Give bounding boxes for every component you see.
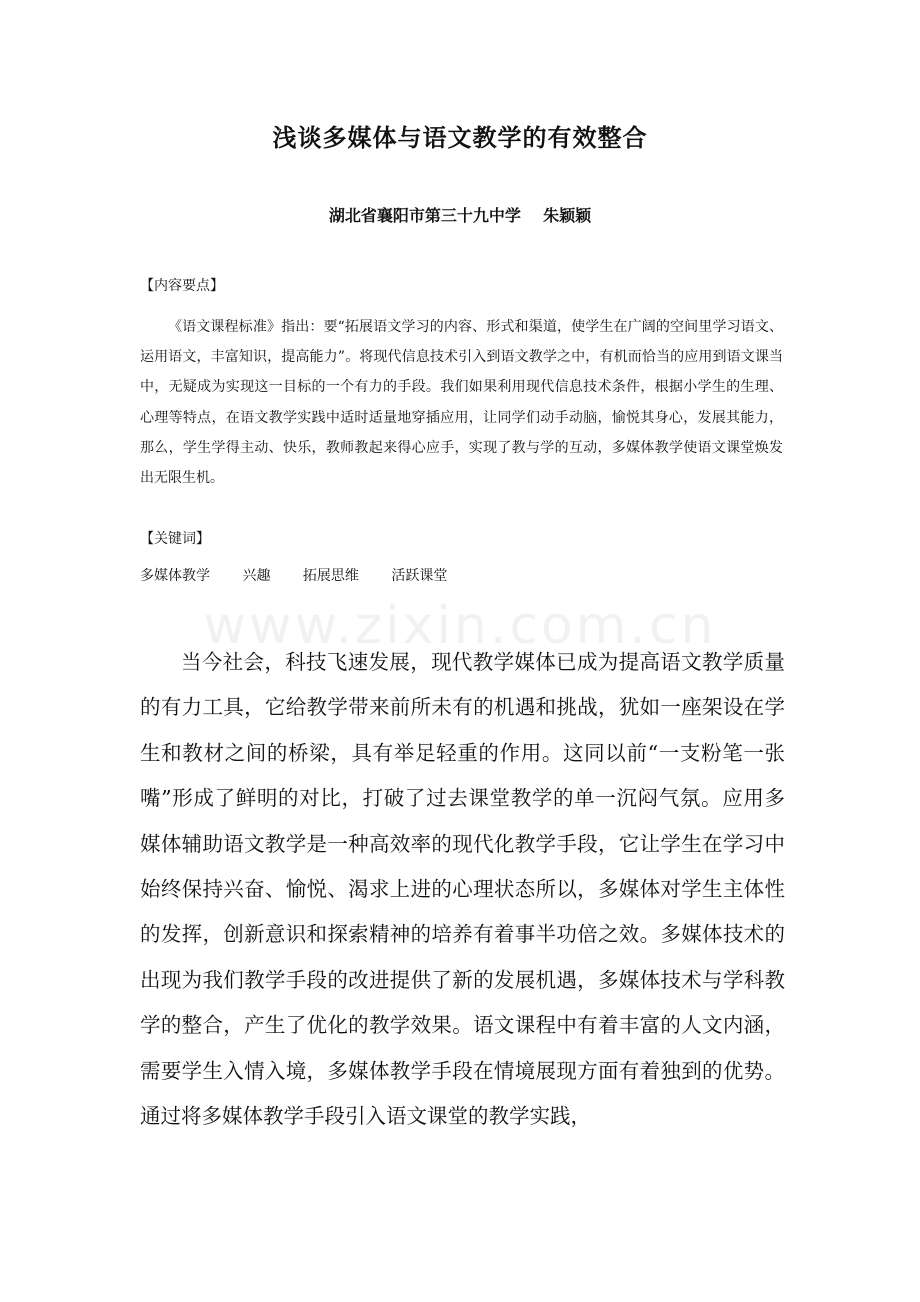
keyword-item: 拓展思维: [302, 568, 359, 584]
author-line: 湖北省襄阳市第三十九中学 朱颖颖: [328, 206, 592, 225]
keyword-item: 兴趣: [242, 568, 271, 584]
watermark: www.zixin.com.cn: [203, 596, 717, 656]
keyword-item: 多媒体教学: [140, 568, 210, 584]
summary-text: 《语文课程标准》指出：要“拓展语文学习的内容、形式和渠道，使学生在广阔的空间里学习语文、运用语文，丰富知识，提高能力”。将现代信息技术引入到语文教学之中，有机而恰当的应用到语文课当中，无疑成为实现这一目标的一个有力的手段。我们如果利用现代信息技术条件，根据小学生的生理、心理等特点，在语文教学实践中适时适量地穿插应用，让同学们动手动脑，愉悦其身心，发展其能力，那么，学生学得主动、快乐，教师教起来得心应手，实现了教与学的互动，多媒体教学使语文课堂焕发出无限生机。: [140, 319, 783, 487]
keyword-item: 活跃课堂: [391, 568, 448, 584]
summary-label: 【内容要点】: [140, 278, 224, 294]
body-paragraph: 当今社会，科技飞速发展，现代教学媒体已成为提高语文教学质量的有力工具，它给教学带来前所未有的机遇和挑战，犹如一座架设在学生和教材之间的桥梁，具有举足轻重的作用。这同以前“一支粉笔一张嘴”形成了鲜明的对比，打破了过去课堂教学的单一沉闷气氛。应用多媒体辅助语文教学是一种高效率的现代化教学手段，它让学生在学习中始终保持兴奋、愉悦、渴求上进的心理状态所以，多媒体对学生主体性的发挥，创新意识和探索精神的培养有着事半功倍之效。多媒体技术的出现为我们教学手段的改进提供了新的发展机遇，多媒体技术与学科教学的整合，产生了优化的教学效果。语文课程中有着丰富的人文内涵，需要学生入情入境，多媒体教学手段在情境展现方面有着独到的优势。通过将多媒体教学手段引入语文课堂的教学实践，: [140, 650, 785, 1129]
keywords-label: 【关键词】: [140, 531, 210, 547]
keywords-list: [140, 567, 475, 585]
document-title: 浅谈多媒体与语文教学的有效整合: [272, 124, 648, 152]
